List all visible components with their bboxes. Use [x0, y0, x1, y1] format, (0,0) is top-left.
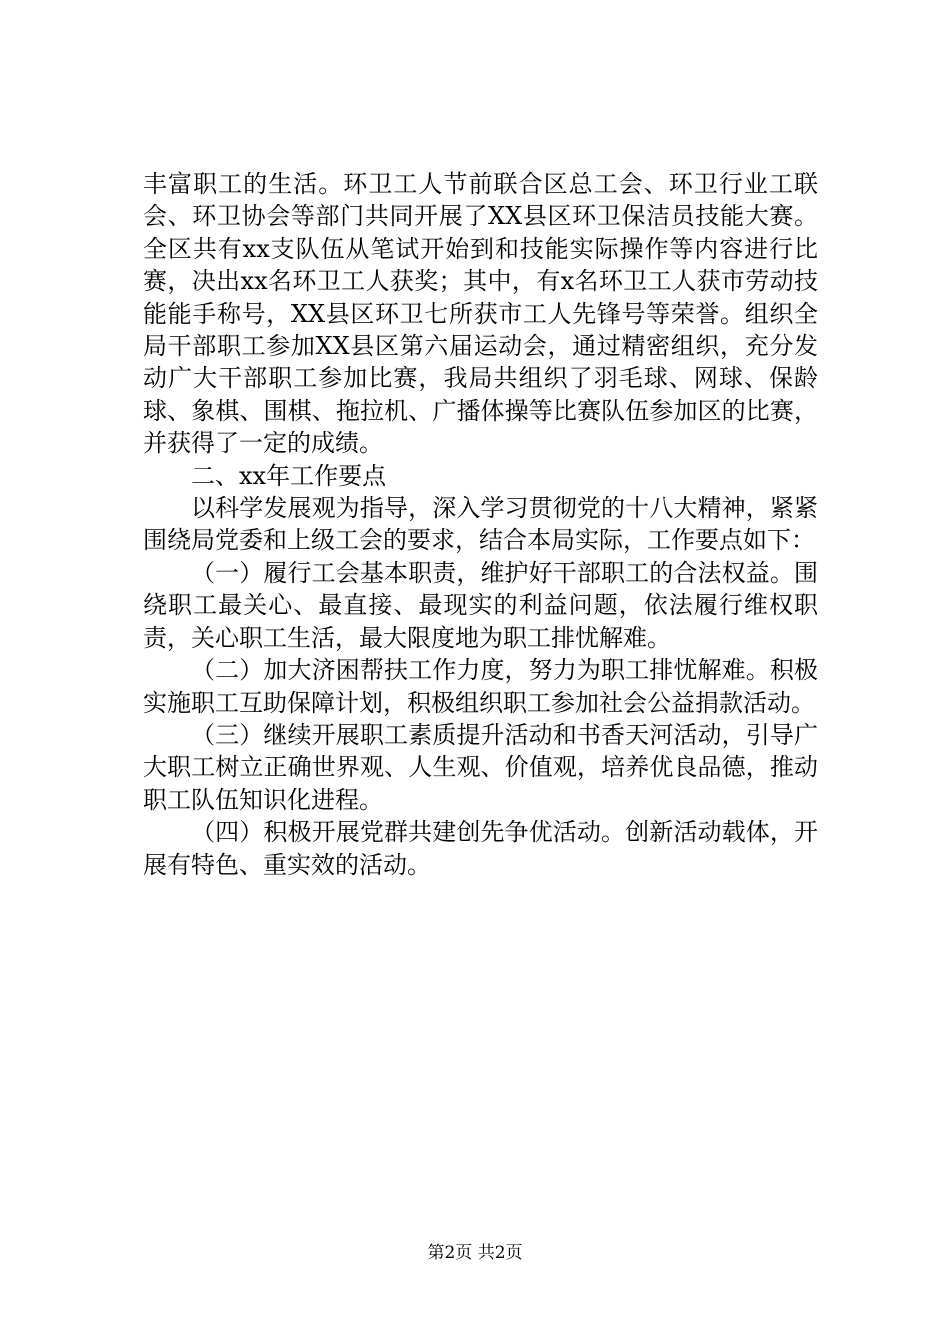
document-body [143, 168, 818, 881]
body-paragraph: 丰富职工的生活。环卫工人节前联合区总工会、环卫行业工联会、环卫协会等部门共同开展了XX县区环卫保洁员技能大赛。全区共有xx支队伍从笔试开始到和技能实际操作等内容进行比赛，决出xx名环卫工人获奖；其中，有x名环卫工人获市劳动技能能手称号，XX县区环卫七所获市工人先锋号等荣誉。组织全局干部职工参加XX县区第六届运动会，通过精密组织，充分发动广大干部职工参加比赛，我局共组织了羽毛球、网球、保龄球、象棋、围棋、拖拉机、广播体操等比赛队伍参加区的比赛，并获得了一定的成绩。 [143, 170, 818, 458]
page-footer: 第2页 共2页 [427, 1243, 523, 1263]
list-item: （三）继续开展职工素质提升活动和书香天河活动，引导广大职工树立正确世界观、人生观、价值观，培养优良品德，推动职工队伍知识化进程。 [143, 720, 818, 814]
list-item: （二）加大济困帮扶工作力度，努力为职工排忧解难。积极实施职工互助保障计划，积极组织职工参加社会公益捐款活动。 [143, 656, 818, 717]
section-heading: 二、xx年工作要点 [191, 461, 387, 490]
body-paragraph: 以科学发展观为指导，深入学习贯彻党的十八大精神，紧紧围绕局党委和上级工会的要求，结合本局实际，工作要点如下： [143, 494, 818, 555]
list-item: （一）履行工会基本职责，维护好干部职工的合法权益。围绕职工最关心、最直接、最现实的利益问题，依法履行维权职责，关心职工生活，最大限度地为职工排忧解难。 [143, 558, 818, 652]
list-item: （四）积极开展党群共建创先争优活动。创新活动载体，开展有特色、重实效的活动。 [143, 818, 818, 879]
